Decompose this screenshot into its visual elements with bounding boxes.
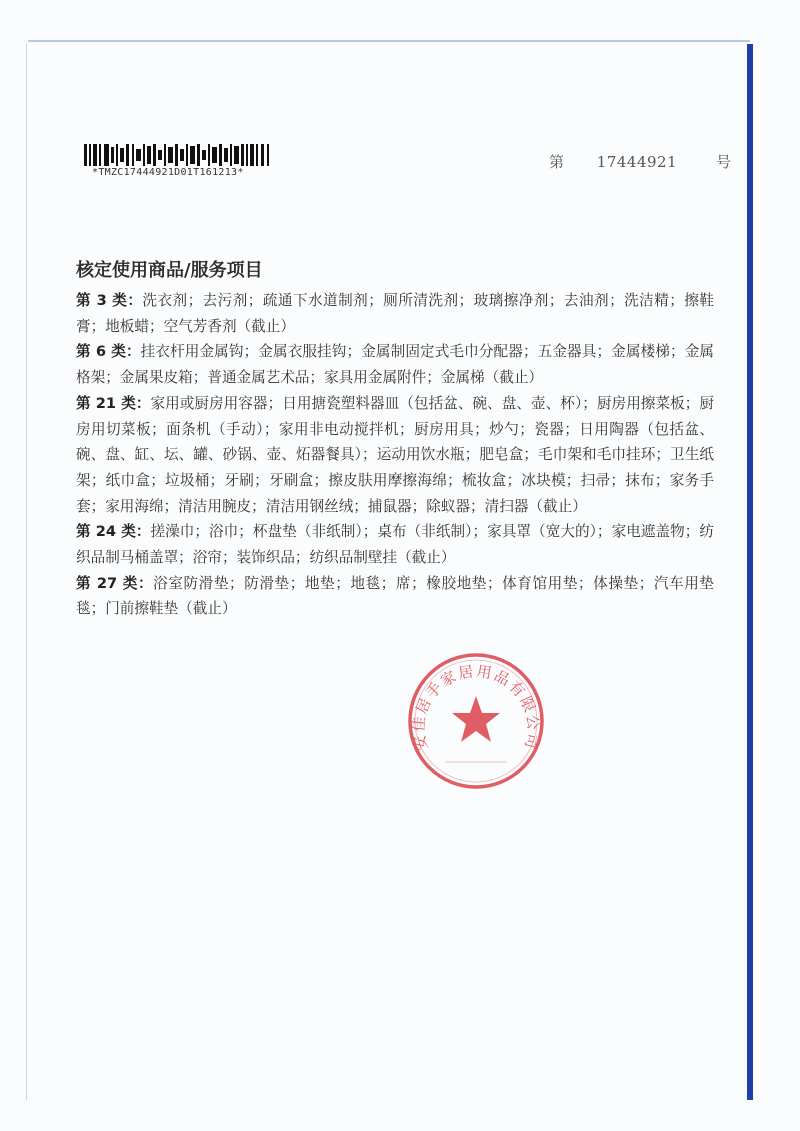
class-entry: [76, 571, 714, 622]
class-label: 第 27 类：: [76, 574, 154, 592]
class-entry: [76, 288, 714, 339]
class-label: 第 3 类：: [76, 292, 143, 309]
section-title: 核定使用商品/服务项目: [76, 260, 263, 281]
registration-prefix: 第: [549, 153, 565, 171]
barcode-icon: [84, 144, 272, 166]
registration-suffix: 号: [715, 153, 731, 171]
class-label: 第 21 类：: [76, 394, 151, 412]
registration-value: 17444921: [596, 153, 678, 171]
class-items: 洗衣剂；去污剂；疏通下水道制剂；厕所清洗剂；玻璃擦净剂；去油剂；洗洁精；擦鞋膏；地板蜡；空气芳香剂（截止）: [76, 292, 714, 335]
class-entry: [76, 519, 714, 570]
seal-text: 安佳居手家居用品有限公司: [409, 662, 543, 753]
class-entry: [76, 339, 714, 390]
class-entry: [76, 391, 714, 520]
class-items: 家用或厨房用容器；日用搪瓷塑料器皿（包括盆、碗、盘、壶、杯）；厨房用擦菜板；厨房用切菜板；面条机（手动）；家用非电动搅拌机；厨房用具；炒勺；瓷器；日用陶器（包括盆、碗、盘、缸、坛、罐、砂锅、壶、炻器餐具）；运动用饮水瓶；肥皂盒；毛巾架和毛巾挂环；卫生纸架；纸巾盒；垃圾桶；牙刷；牙刷盒；擦皮肤用摩擦海绵；梳妆盒；冰块模；扫帚；抹布；家务手套；家用海绵；清洁用腕皮；清洁用钢丝绒；捕鼠器；除蚁器；清扫器（截止）: [76, 394, 714, 515]
class-items: 搓澡巾；浴巾；杯盘垫（非纸制）；桌布（非纸制）；家具罩（宽大的）；家电遮盖物；纺织品制马桶盖罩；浴帘；装饰织品；纺织品制壁挂（截止）: [76, 523, 714, 567]
goods-list: [76, 288, 714, 622]
class-label: 第 24 类：: [76, 523, 151, 541]
company-seal-icon: [405, 650, 547, 792]
page-frame-left: [26, 44, 27, 1100]
class-label: 第 6 类：: [76, 343, 141, 361]
barcode-number: *TMZC17444921D01T161213*: [92, 167, 244, 178]
class-items: 挂衣杆用金属钩；金属衣服挂钩；金属制固定式毛巾分配器；五金器具；金属楼梯；金属格架；金属果皮箱；普通金属艺术品；家具用金属附件；金属梯（截止）: [76, 343, 714, 387]
registration-number: [549, 151, 731, 172]
class-items: 浴室防滑垫；防滑垫；地垫；地毯；席；橡胶地垫；体育馆用垫；体操垫；汽车用垫毯；门前擦鞋垫（截止）: [76, 574, 714, 618]
page-frame-top: [28, 40, 750, 42]
page-frame-right: [747, 44, 753, 1100]
